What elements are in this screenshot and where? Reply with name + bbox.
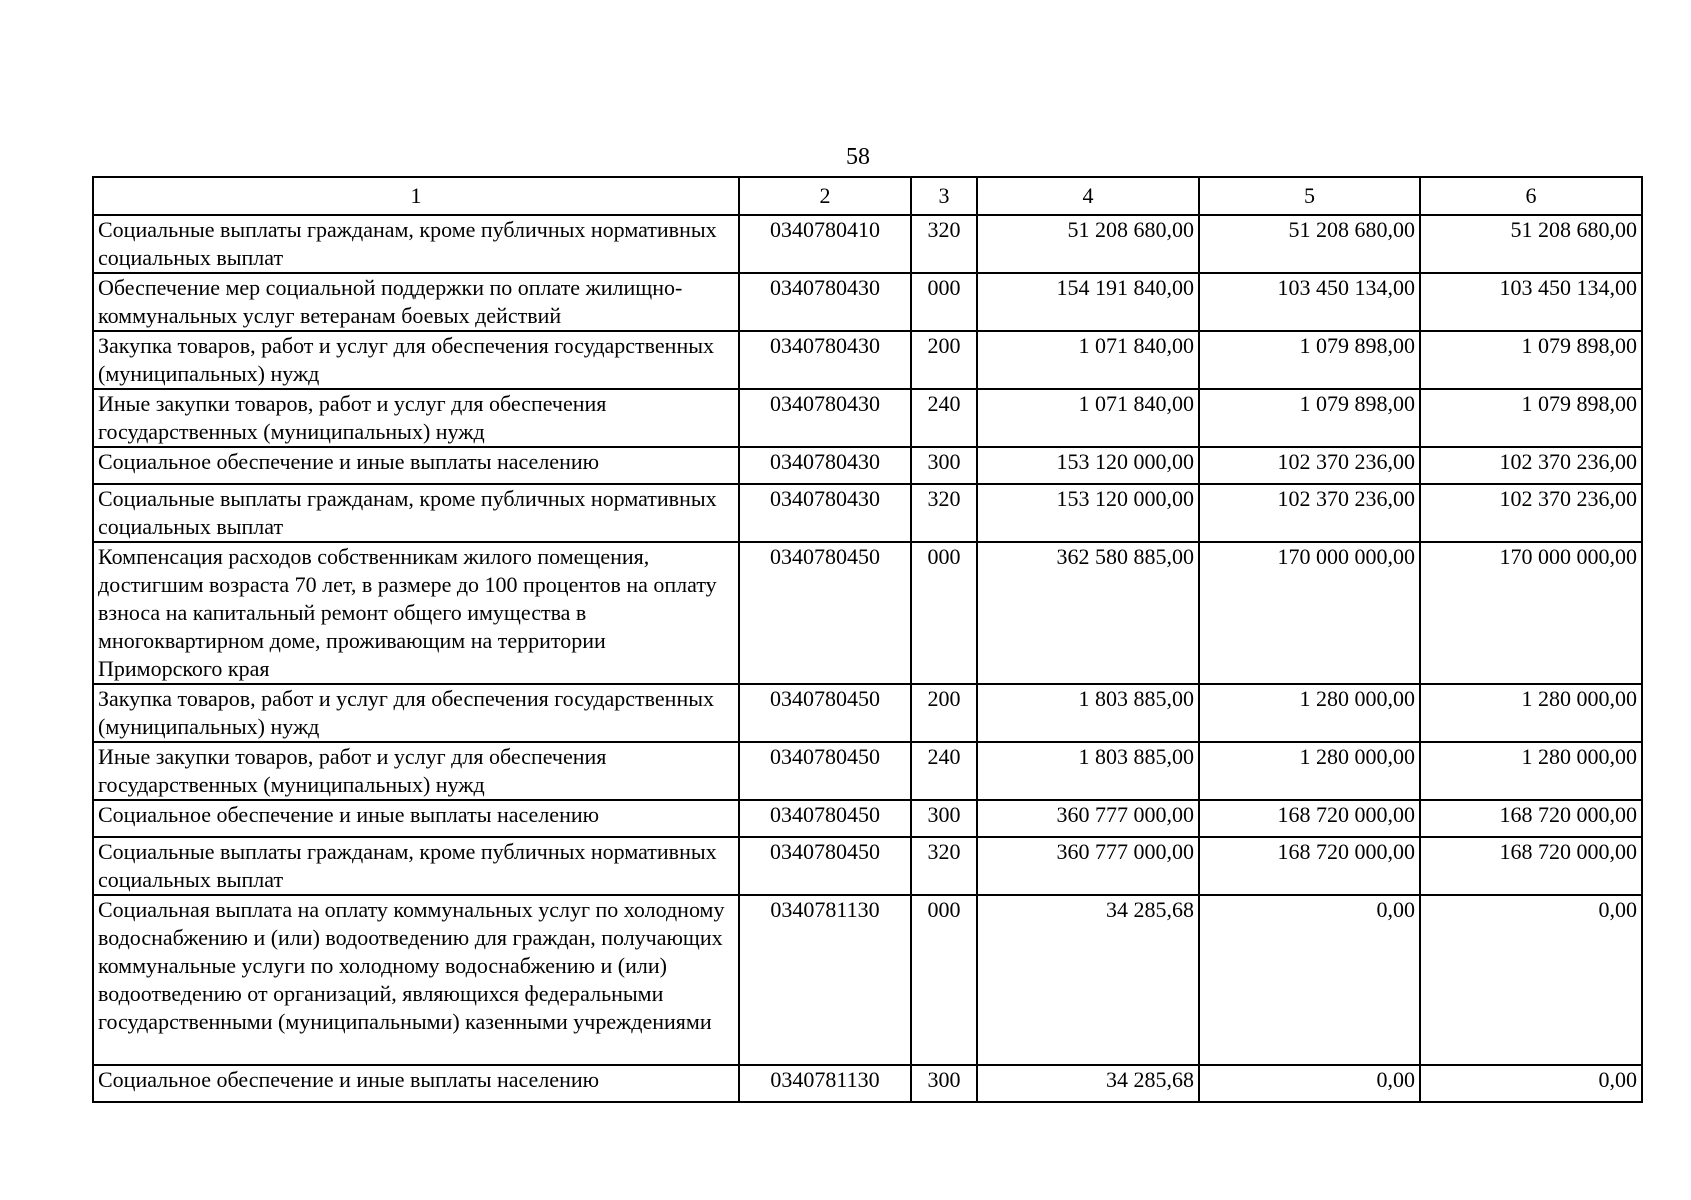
row-code: 0340780430 <box>739 331 911 389</box>
row-amount-5: 0,00 <box>1199 895 1420 1065</box>
row-amount-5: 102 370 236,00 <box>1199 484 1420 542</box>
row-amount-4: 1 071 840,00 <box>977 389 1199 447</box>
row-kind: 000 <box>911 895 977 1065</box>
budget-table <box>92 176 1643 1103</box>
column-header: 2 <box>739 177 911 215</box>
table-header-row <box>93 177 1642 215</box>
row-code: 0340780450 <box>739 542 911 684</box>
row-amount-4: 360 777 000,00 <box>977 800 1199 837</box>
row-amount-4: 1 071 840,00 <box>977 331 1199 389</box>
table-row <box>93 684 1642 742</box>
row-code: 0340780410 <box>739 215 911 273</box>
column-header: 5 <box>1199 177 1420 215</box>
row-amount-4: 34 285,68 <box>977 895 1199 1065</box>
row-name: Социальные выплаты гражданам, кроме публичных нормативных социальных выплат <box>93 215 739 273</box>
row-amount-6: 0,00 <box>1420 895 1642 1065</box>
row-amount-6: 103 450 134,00 <box>1420 273 1642 331</box>
table-row <box>93 742 1642 800</box>
row-amount-5: 1 079 898,00 <box>1199 389 1420 447</box>
row-amount-5: 168 720 000,00 <box>1199 837 1420 895</box>
row-code: 0340780450 <box>739 684 911 742</box>
column-header: 3 <box>911 177 977 215</box>
row-code: 0340780450 <box>739 837 911 895</box>
table-row <box>93 800 1642 837</box>
row-name: Обеспечение мер социальной поддержки по оплате жилищно-коммунальных услуг ветеранам боевых действий <box>93 273 739 331</box>
row-amount-5: 1 280 000,00 <box>1199 742 1420 800</box>
row-code: 0340781130 <box>739 1065 911 1102</box>
row-amount-6: 102 370 236,00 <box>1420 484 1642 542</box>
row-name: Социальное обеспечение и иные выплаты населению <box>93 1065 739 1102</box>
row-kind: 300 <box>911 447 977 484</box>
row-kind: 300 <box>911 1065 977 1102</box>
row-amount-6: 1 280 000,00 <box>1420 684 1642 742</box>
row-kind: 240 <box>911 389 977 447</box>
row-name: Иные закупки товаров, работ и услуг для обеспечения государственных (муниципальных) нужд <box>93 389 739 447</box>
table-row <box>93 215 1642 273</box>
row-amount-6: 1 079 898,00 <box>1420 331 1642 389</box>
row-amount-5: 51 208 680,00 <box>1199 215 1420 273</box>
row-amount-5: 1 079 898,00 <box>1199 331 1420 389</box>
row-amount-6: 170 000 000,00 <box>1420 542 1642 684</box>
row-name: Социальное обеспечение и иные выплаты населению <box>93 800 739 837</box>
row-amount-6: 102 370 236,00 <box>1420 447 1642 484</box>
row-name: Компенсация расходов собственникам жилого помещения, достигшим возраста 70 лет, в размере до 100 процентов на оплату взноса на капитальный ремонт общего имущества в многоквартирном доме, проживающим на территории Приморского края <box>93 542 739 684</box>
row-kind: 200 <box>911 331 977 389</box>
row-amount-4: 1 803 885,00 <box>977 684 1199 742</box>
row-amount-6: 168 720 000,00 <box>1420 800 1642 837</box>
row-amount-4: 1 803 885,00 <box>977 742 1199 800</box>
table-row <box>93 837 1642 895</box>
row-kind: 320 <box>911 215 977 273</box>
column-header: 4 <box>977 177 1199 215</box>
row-name: Социальные выплаты гражданам, кроме публичных нормативных социальных выплат <box>93 837 739 895</box>
row-code: 0340781130 <box>739 895 911 1065</box>
column-header: 6 <box>1420 177 1642 215</box>
row-amount-6: 51 208 680,00 <box>1420 215 1642 273</box>
row-amount-5: 102 370 236,00 <box>1199 447 1420 484</box>
row-amount-4: 51 208 680,00 <box>977 215 1199 273</box>
row-name: Социальное обеспечение и иные выплаты населению <box>93 447 739 484</box>
row-amount-6: 1 280 000,00 <box>1420 742 1642 800</box>
row-amount-6: 0,00 <box>1420 1065 1642 1102</box>
row-amount-4: 34 285,68 <box>977 1065 1199 1102</box>
row-code: 0340780430 <box>739 389 911 447</box>
row-kind: 320 <box>911 837 977 895</box>
table-row <box>93 273 1642 331</box>
table-row <box>93 447 1642 484</box>
row-name: Закупка товаров, работ и услуг для обеспечения государственных (муниципальных) нужд <box>93 331 739 389</box>
row-name: Закупка товаров, работ и услуг для обеспечения государственных (муниципальных) нужд <box>93 684 739 742</box>
row-kind: 200 <box>911 684 977 742</box>
row-kind: 000 <box>911 542 977 684</box>
table-row <box>93 484 1642 542</box>
row-amount-5: 103 450 134,00 <box>1199 273 1420 331</box>
table-row <box>93 331 1642 389</box>
row-code: 0340780430 <box>739 484 911 542</box>
row-amount-6: 1 079 898,00 <box>1420 389 1642 447</box>
row-amount-4: 153 120 000,00 <box>977 484 1199 542</box>
table-row <box>93 542 1642 684</box>
row-code: 0340780430 <box>739 447 911 484</box>
column-header: 1 <box>93 177 739 215</box>
row-amount-5: 170 000 000,00 <box>1199 542 1420 684</box>
row-kind: 000 <box>911 273 977 331</box>
row-amount-5: 0,00 <box>1199 1065 1420 1102</box>
table-row <box>93 1065 1642 1102</box>
row-amount-5: 1 280 000,00 <box>1199 684 1420 742</box>
row-kind: 240 <box>911 742 977 800</box>
row-amount-4: 362 580 885,00 <box>977 542 1199 684</box>
row-name: Социальная выплата на оплату коммунальных услуг по холодному водоснабжению и (или) водоотведению для граждан, получающих коммунальные услуги по холодному водоснабжению и (или) водоотведению от организаций, являющихся федеральными государственными (муниципальными) казенными учреждениями <box>93 895 739 1065</box>
row-kind: 300 <box>911 800 977 837</box>
row-name: Социальные выплаты гражданам, кроме публичных нормативных социальных выплат <box>93 484 739 542</box>
page-number: 58 <box>846 144 870 170</box>
row-amount-4: 153 120 000,00 <box>977 447 1199 484</box>
row-amount-4: 360 777 000,00 <box>977 837 1199 895</box>
row-code: 0340780430 <box>739 273 911 331</box>
row-code: 0340780450 <box>739 742 911 800</box>
table-row <box>93 895 1642 1065</box>
row-amount-4: 154 191 840,00 <box>977 273 1199 331</box>
row-amount-6: 168 720 000,00 <box>1420 837 1642 895</box>
row-name: Иные закупки товаров, работ и услуг для обеспечения государственных (муниципальных) нужд <box>93 742 739 800</box>
table-row <box>93 389 1642 447</box>
row-amount-5: 168 720 000,00 <box>1199 800 1420 837</box>
row-code: 0340780450 <box>739 800 911 837</box>
row-kind: 320 <box>911 484 977 542</box>
